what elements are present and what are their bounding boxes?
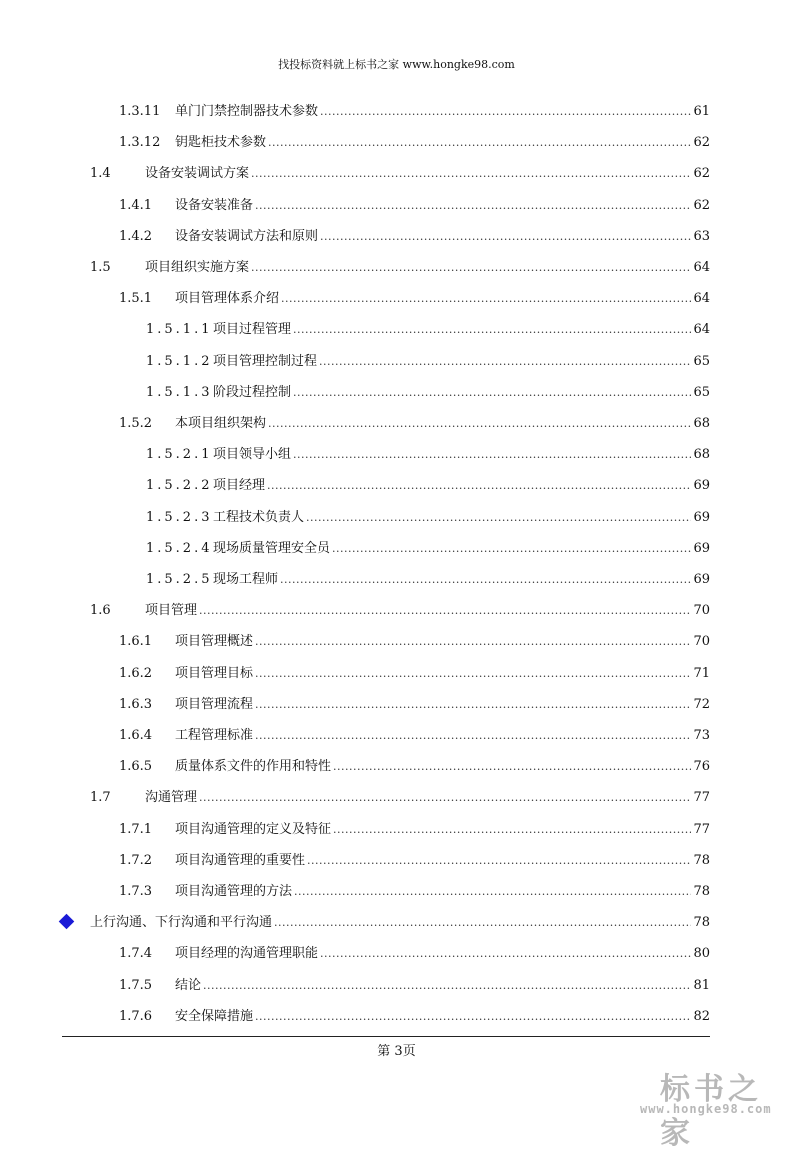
toc-entry-number: 1.5.2 — [119, 416, 153, 431]
page-number: 第 3页 — [377, 1044, 416, 1059]
toc-entry-page: 62 — [693, 135, 710, 150]
watermark-logo — [640, 1064, 790, 1151]
toc-entry[interactable] — [0, 133, 710, 153]
toc-entry-title: 安全保障措施 — [175, 1009, 254, 1024]
toc-leader-dots — [293, 320, 691, 340]
page-header: 找投标资料就上标书之家 www.hongke98.com — [278, 58, 515, 71]
toc-leader-dots — [255, 695, 691, 715]
toc-entry-page: 69 — [693, 478, 710, 493]
toc-entry-page: 69 — [693, 510, 710, 525]
toc-entry-number: 1.5.1.2 — [146, 354, 213, 369]
toc-entry[interactable] — [0, 788, 710, 808]
toc-entry-title: 阶段过程控制 — [213, 385, 292, 400]
toc-entry[interactable] — [0, 1007, 710, 1027]
toc-entry-title: 项目组织实施方案 — [145, 260, 250, 275]
toc-leader-dots — [255, 726, 691, 746]
toc-entry-title: 质量体系文件的作用和特性 — [175, 759, 332, 774]
toc-entry[interactable] — [0, 320, 710, 340]
toc-leader-dots — [320, 944, 691, 964]
toc-entry-page: 64 — [693, 291, 710, 306]
toc-leader-dots — [268, 414, 691, 434]
toc-entry-title: 项目经理的沟通管理职能 — [175, 946, 319, 961]
toc-entry[interactable] — [0, 570, 710, 590]
toc-entry-title: 结论 — [175, 978, 202, 993]
toc-entry-title: 工程管理标准 — [175, 728, 254, 743]
toc-leader-dots — [281, 289, 691, 309]
toc-leader-dots — [293, 383, 691, 403]
toc-entry-number: 1.7 — [90, 790, 111, 805]
toc-entry-page: 64 — [693, 322, 710, 337]
toc-entry[interactable] — [0, 508, 710, 528]
toc-leader-dots — [306, 508, 691, 528]
toc-entry-number: 1.6.5 — [119, 759, 153, 774]
toc-entry[interactable] — [0, 227, 710, 247]
toc-entry-page: 68 — [693, 447, 710, 462]
toc-entry-page: 62 — [693, 166, 710, 181]
toc-entry-title: 项目管理概述 — [175, 634, 254, 649]
toc-entry[interactable] — [0, 539, 710, 559]
toc-entry-title: 项目经理 — [213, 478, 266, 493]
toc-entry-page: 82 — [693, 1009, 710, 1024]
toc-entry-page: 71 — [693, 666, 710, 681]
toc-entry-page: 63 — [693, 229, 710, 244]
toc-entry[interactable] — [0, 695, 710, 715]
toc-entry[interactable] — [0, 976, 710, 996]
toc-entry-title: 项目管理 — [145, 603, 198, 618]
toc-entry[interactable] — [0, 258, 710, 278]
toc-entry-number: 1.3.12 — [119, 135, 161, 150]
toc-leader-dots — [320, 227, 691, 247]
toc-entry-number: 1.5.1.1 — [146, 322, 213, 337]
toc-entry-page: 68 — [693, 416, 710, 431]
toc-entry[interactable] — [0, 383, 710, 403]
toc-entry-page: 70 — [693, 634, 710, 649]
toc-leader-dots — [268, 133, 691, 153]
toc-leader-dots — [255, 1007, 691, 1027]
toc-entry-title: 沟通管理 — [145, 790, 198, 805]
toc-entry-title: 现场质量管理安全员 — [213, 541, 331, 556]
toc-leader-dots — [274, 913, 691, 933]
toc-leader-dots — [203, 976, 691, 996]
toc-entry[interactable] — [0, 757, 710, 777]
toc-leader-dots — [333, 757, 691, 777]
toc-entry-number: 1.7.4 — [119, 946, 153, 961]
toc-entry-number: 1.5.2.3 — [146, 510, 213, 525]
toc-entry-page: 78 — [693, 884, 710, 899]
toc-entry-page: 64 — [693, 260, 710, 275]
toc-entry-page: 76 — [693, 759, 710, 774]
toc-entry-title: 钥匙柜技术参数 — [175, 135, 267, 150]
toc-entry-number: 1.5 — [90, 260, 111, 275]
footer-divider — [62, 1036, 710, 1037]
toc-entry-number: 1.7.6 — [119, 1009, 153, 1024]
toc-entry[interactable] — [0, 851, 710, 871]
toc-entry-page: 77 — [693, 822, 710, 837]
toc-entry[interactable] — [0, 196, 710, 216]
toc-entry-number: 1.4.2 — [119, 229, 153, 244]
toc-entry[interactable] — [0, 913, 710, 933]
toc-entry-number: 1.6.3 — [119, 697, 153, 712]
toc-entry[interactable] — [0, 414, 710, 434]
toc-leader-dots — [307, 851, 691, 871]
toc-entry-number: 1.7.1 — [119, 822, 153, 837]
toc-entry[interactable] — [0, 944, 710, 964]
toc-entry-page: 65 — [693, 354, 710, 369]
toc-entry-number: 1.7.2 — [119, 853, 153, 868]
toc-entry-title: 设备安装准备 — [175, 198, 254, 213]
toc-entry-title: 项目沟通管理的定义及特征 — [175, 822, 332, 837]
toc-leader-dots — [332, 539, 691, 559]
toc-entry[interactable] — [0, 726, 710, 746]
logo-text-cn: 标书之家 — [660, 1072, 762, 1151]
toc-leader-dots — [293, 445, 691, 465]
toc-entry-number: 1.5.1 — [119, 291, 153, 306]
toc-entry-number: 1.6 — [90, 603, 111, 618]
toc-entry-number: 1.3.11 — [119, 104, 161, 119]
toc-entry-title: 本项目组织架构 — [175, 416, 267, 431]
toc-leader-dots — [320, 102, 691, 122]
toc-entry[interactable] — [0, 164, 710, 184]
toc-entry-page: 61 — [693, 104, 710, 119]
toc-entry-title: 项目沟通管理的方法 — [175, 884, 293, 899]
toc-entry-number: 1.5.2.4 — [146, 541, 213, 556]
toc-leader-dots — [280, 570, 691, 590]
toc-entry-number: 1.5.2.1 — [146, 447, 213, 462]
toc-entry-number: 1.5.2.2 — [146, 478, 213, 493]
toc-entry-number: 1.4.1 — [119, 198, 153, 213]
toc-leader-dots — [251, 164, 691, 184]
toc-entry-page: 80 — [693, 946, 710, 961]
toc-entry-title: 设备安装调试方法和原则 — [175, 229, 319, 244]
toc-entry-title: 项目领导小组 — [213, 447, 292, 462]
toc-entry-title: 工程技术负责人 — [213, 510, 305, 525]
toc-entry[interactable] — [0, 820, 710, 840]
toc-entry-title: 上行沟通、下行沟通和平行沟通 — [90, 915, 273, 930]
toc-leader-dots — [255, 632, 691, 652]
toc-entry-title: 项目过程管理 — [213, 322, 292, 337]
toc-entry-number: 1.7.5 — [119, 978, 153, 993]
toc-leader-dots — [333, 820, 691, 840]
toc-entry-title: 项目管理体系介绍 — [175, 291, 280, 306]
toc-leader-dots — [251, 258, 691, 278]
toc-entry[interactable] — [0, 882, 710, 902]
toc-entry-page: 69 — [693, 541, 710, 556]
toc-entry-title: 设备安装调试方案 — [145, 166, 250, 181]
logo-text-en: www.hongke98.com — [640, 1102, 772, 1116]
toc-entry-number: 1.5.2.5 — [146, 572, 213, 587]
toc-entry-title: 项目管理目标 — [175, 666, 254, 681]
toc-entry-number: 1.6.2 — [119, 666, 153, 681]
toc-entry-title: 项目沟通管理的重要性 — [175, 853, 306, 868]
toc-entry-number: 1.5.1.3 — [146, 385, 213, 400]
toc-entry[interactable] — [0, 445, 710, 465]
toc-leader-dots — [255, 664, 691, 684]
toc-entry[interactable] — [0, 601, 710, 621]
toc-leader-dots — [199, 788, 691, 808]
toc-entry-page: 78 — [693, 853, 710, 868]
toc-entry-page: 77 — [693, 790, 710, 805]
toc-entry-page: 72 — [693, 697, 710, 712]
toc-entry-page: 73 — [693, 728, 710, 743]
toc-entry-title: 项目管理流程 — [175, 697, 254, 712]
toc-entry[interactable] — [0, 352, 710, 372]
toc-entry[interactable] — [0, 632, 710, 652]
toc-entry[interactable] — [0, 289, 710, 309]
toc-entry[interactable] — [0, 664, 710, 684]
toc-entry[interactable] — [0, 102, 710, 122]
toc-leader-dots — [294, 882, 691, 902]
toc-leader-dots — [267, 476, 691, 496]
toc-entry-number: 1.4 — [90, 166, 111, 181]
toc-entry-title: 单门门禁控制器技术参数 — [175, 104, 319, 119]
toc-entry-title: 项目管理控制过程 — [213, 354, 318, 369]
toc-entry-page: 69 — [693, 572, 710, 587]
toc-entry-page: 62 — [693, 198, 710, 213]
toc-entry-title: 现场工程师 — [213, 572, 279, 587]
toc-leader-dots — [255, 196, 691, 216]
toc-entry-page: 78 — [693, 915, 710, 930]
toc-entry-number: 1.6.1 — [119, 634, 153, 649]
toc-entry-number: 1.6.4 — [119, 728, 153, 743]
toc-entry-page: 81 — [693, 978, 710, 993]
toc-entry-page: 70 — [693, 603, 710, 618]
toc-entry-page: 65 — [693, 385, 710, 400]
toc-entry[interactable] — [0, 476, 710, 496]
toc-leader-dots — [319, 352, 691, 372]
toc-leader-dots — [199, 601, 691, 621]
toc-entry-number: 1.7.3 — [119, 884, 153, 899]
